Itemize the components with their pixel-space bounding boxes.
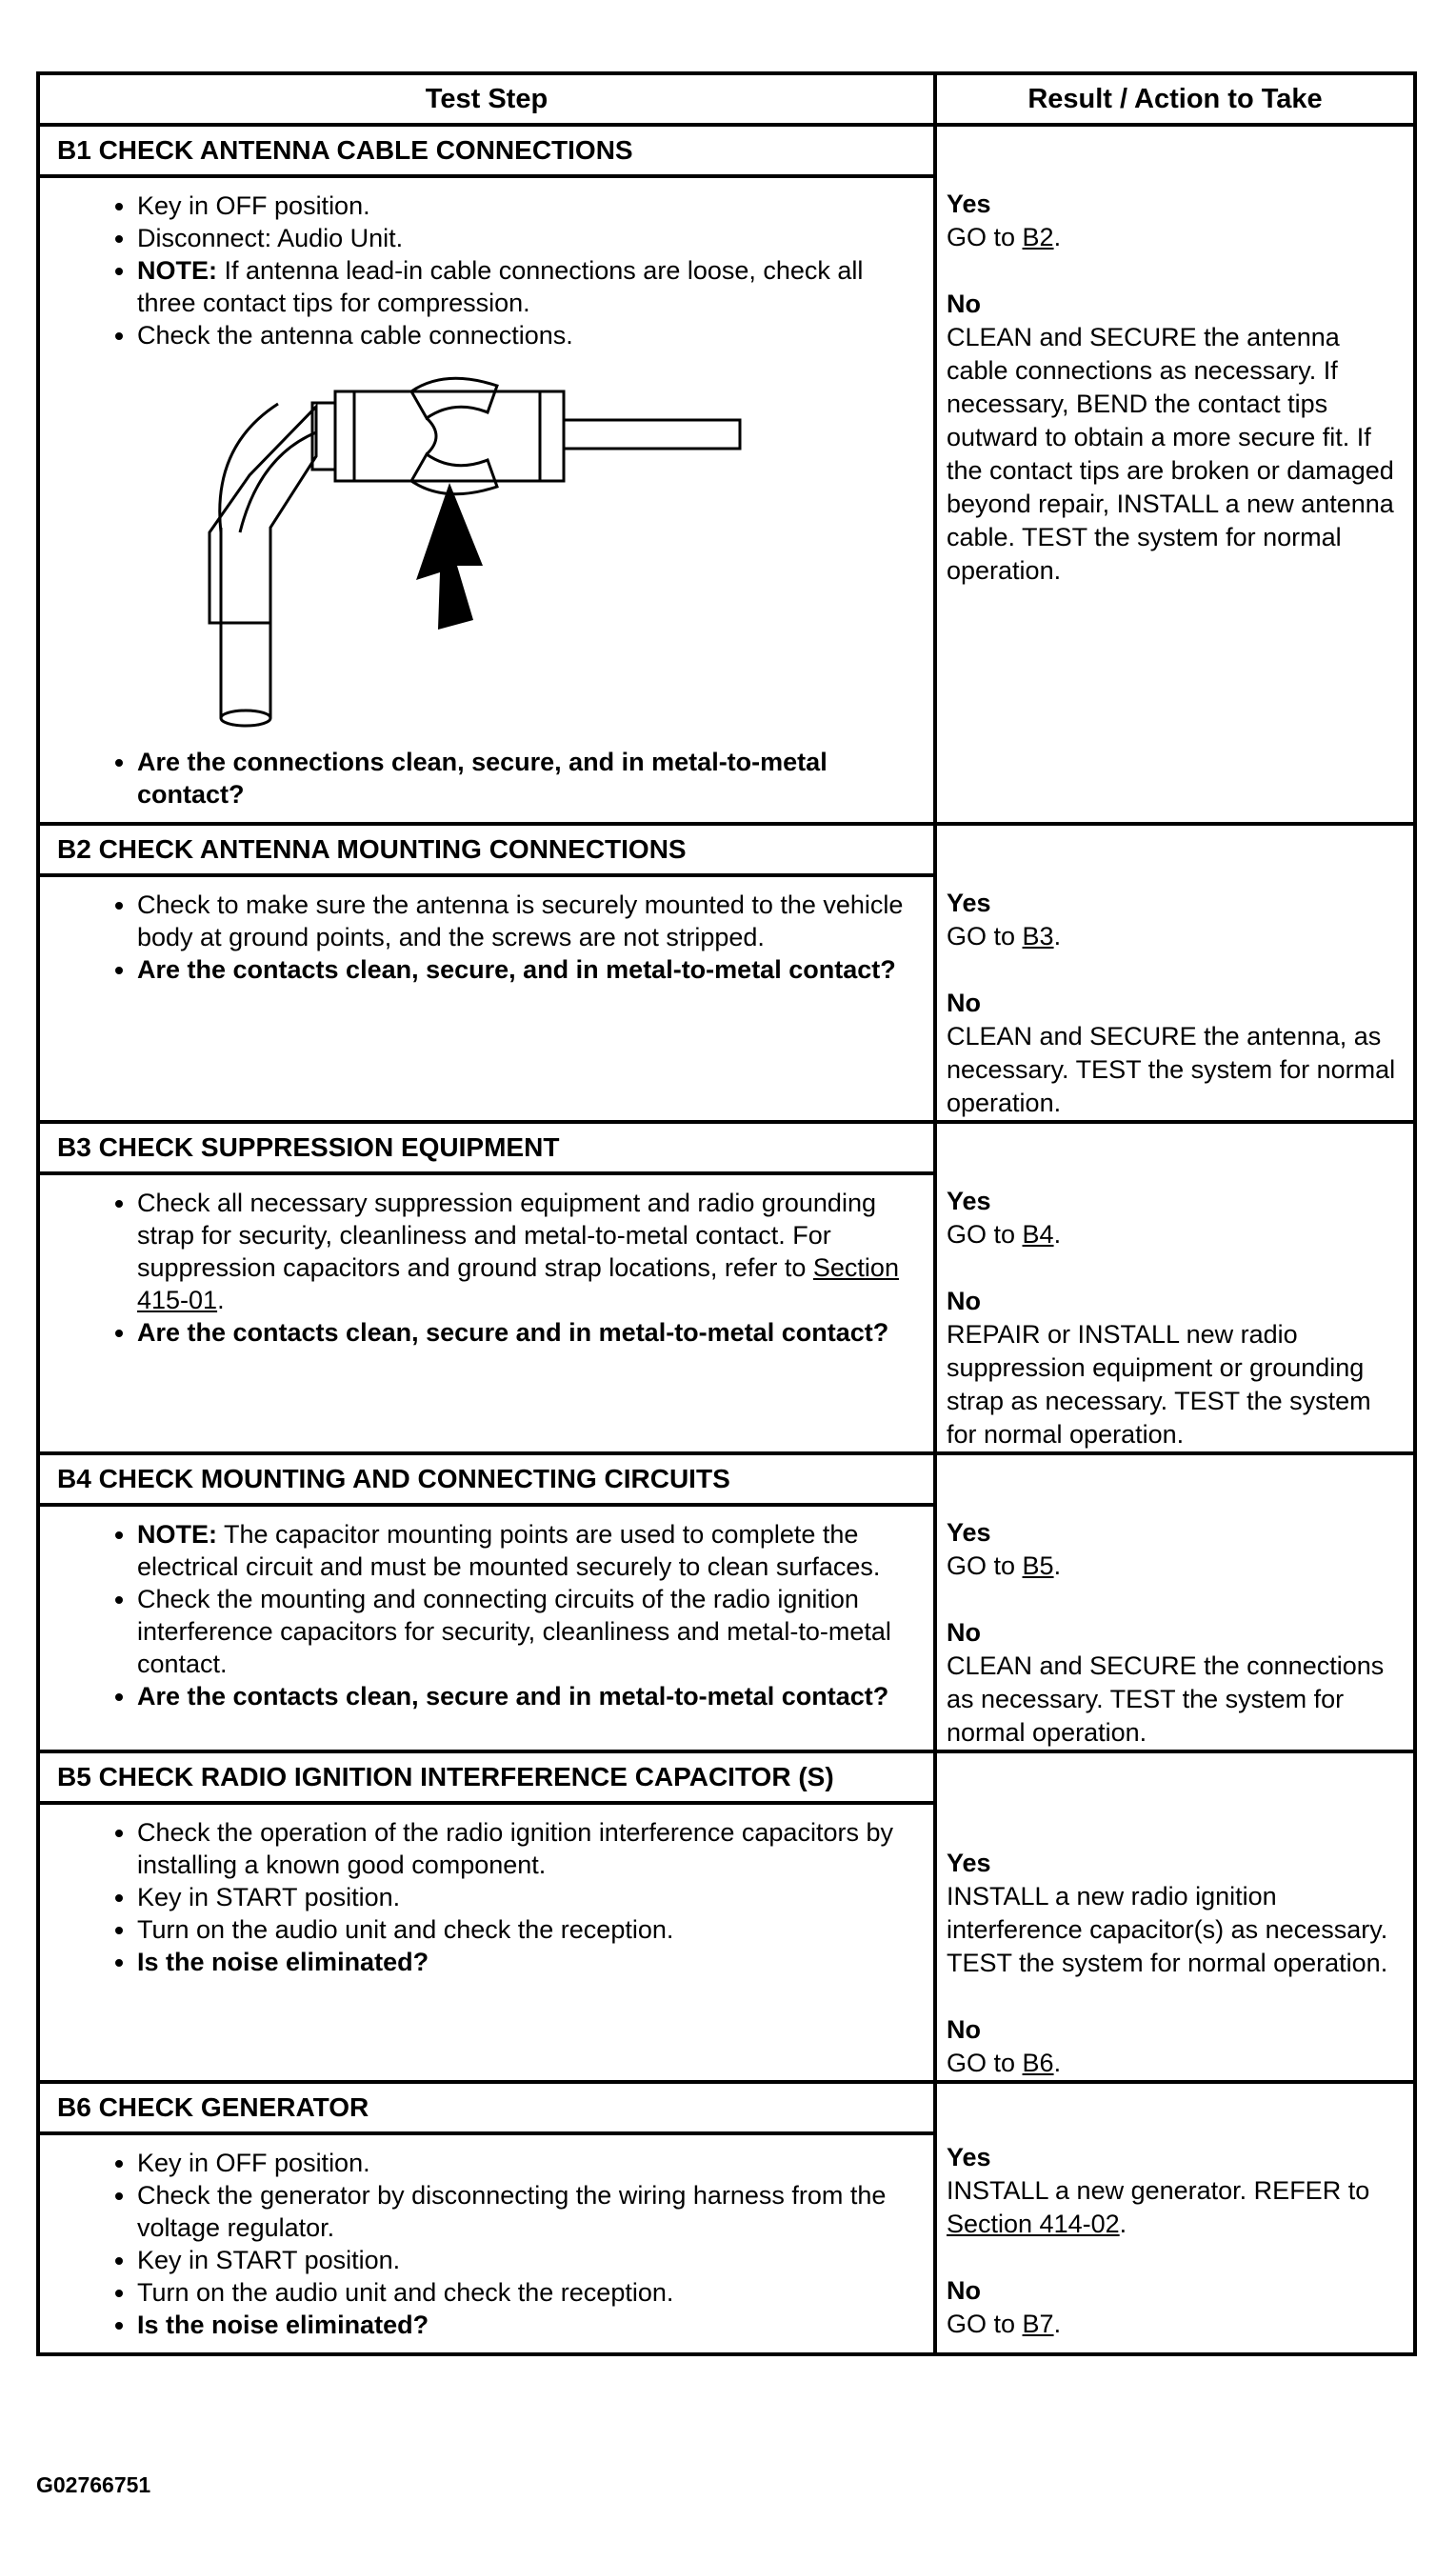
step-title: B3 CHECK SUPPRESSION EQUIPMENT bbox=[40, 1124, 933, 1175]
note-text: The capacitor mounting points are used to complete the electrical circuit and must be mounted securely to clean surfaces. bbox=[137, 1520, 881, 1581]
step-b6-result bbox=[937, 2084, 1413, 2352]
figure-code: G02766751 bbox=[36, 2472, 151, 2497]
yes-label: Yes bbox=[947, 190, 991, 218]
no-label: No bbox=[947, 290, 981, 318]
step-b4 bbox=[40, 1455, 1413, 1753]
result-yes: Yes INSTALL a new generator. REFER to Section 414-02. bbox=[947, 2141, 1404, 2241]
step-b3-result bbox=[937, 1124, 1413, 1451]
step-b6 bbox=[40, 2084, 1413, 2352]
step-question: • Are the contacts clean, secure, and in metal-to-metal contact? bbox=[137, 953, 924, 986]
no-text: GO to bbox=[947, 2049, 1023, 2077]
goto-link-b4[interactable]: B4 bbox=[1022, 1220, 1054, 1249]
step-b1-test bbox=[40, 127, 937, 822]
step-items bbox=[40, 1805, 933, 2078]
step-items bbox=[40, 877, 933, 1052]
table-header bbox=[40, 75, 1413, 127]
yes-label: Yes bbox=[947, 889, 991, 917]
yes-text: INSTALL a new generator. REFER to bbox=[947, 2176, 1370, 2205]
step-item: • Turn on the audio unit and check the reception. bbox=[137, 2276, 924, 2309]
step-item: • Check to make sure the antenna is securely mounted to the vehicle body at ground points, and the screws are not stripped. bbox=[137, 889, 924, 953]
yes-label: Yes bbox=[947, 1849, 991, 1877]
step-b5 bbox=[40, 1753, 1413, 2084]
step-b1 bbox=[40, 127, 1413, 826]
goto-link-b6[interactable]: B6 bbox=[1022, 2049, 1054, 2077]
result-yes: Yes GO to B3. bbox=[947, 887, 1404, 953]
result-yes: Yes GO to B4. bbox=[947, 1185, 1404, 1251]
no-label: No bbox=[947, 2276, 981, 2305]
no-label: No bbox=[947, 1618, 981, 1647]
step-item: • Check the mounting and connecting circuits of the radio ignition interference capacitors for security, cleanliness and metal-to-metal contact. bbox=[137, 1583, 924, 1680]
step-item: • Key in START position. bbox=[137, 2244, 924, 2276]
arrow-icon bbox=[416, 483, 483, 630]
no-text: REPAIR or INSTALL new radio suppression equipment or grounding strap as necessary. TEST the system for normal operation. bbox=[947, 1320, 1371, 1449]
result-yes bbox=[947, 1847, 1404, 1980]
step-items bbox=[40, 178, 933, 363]
result-no: No GO to B6. bbox=[947, 2013, 1404, 2080]
yes-text: GO to bbox=[947, 1220, 1023, 1249]
step-b6-test bbox=[40, 2084, 937, 2352]
step-b2-result bbox=[937, 826, 1413, 1120]
step-items bbox=[40, 1507, 933, 1724]
goto-link-b7[interactable]: B7 bbox=[1022, 2310, 1054, 2338]
step-item-text: Check all necessary suppression equipment and radio grounding strap for security, cleanliness and metal-to-metal contact. For suppression capacitors and ground strap locations, refer to bbox=[137, 1189, 876, 1282]
result-no bbox=[947, 987, 1404, 1120]
diagnostic-table bbox=[36, 71, 1417, 2356]
goto-link-b2[interactable]: B2 bbox=[1022, 223, 1054, 251]
step-item: • Check the operation of the radio ignition interference capacitors by installing a known good component. bbox=[137, 1816, 924, 1881]
result-no bbox=[947, 288, 1404, 588]
yes-text: GO to bbox=[947, 223, 1023, 251]
step-item: • Turn on the audio unit and check the reception. bbox=[137, 1913, 924, 1946]
step-title: B6 CHECK GENERATOR bbox=[40, 2084, 933, 2135]
header-test-step: Test Step bbox=[40, 75, 937, 123]
step-item bbox=[137, 254, 924, 319]
no-text: GO to bbox=[947, 2310, 1023, 2338]
step-b3 bbox=[40, 1124, 1413, 1455]
antenna-connector-illustration bbox=[202, 370, 773, 732]
result-no: No GO to B7. bbox=[947, 2274, 1404, 2341]
step-item bbox=[137, 1518, 924, 1583]
yes-label: Yes bbox=[947, 1518, 991, 1547]
step-b2 bbox=[40, 826, 1413, 1124]
yes-label: Yes bbox=[947, 1187, 991, 1215]
step-b2-test bbox=[40, 826, 937, 1120]
note-label: NOTE: bbox=[137, 256, 217, 285]
yes-text: INSTALL a new radio ignition interference capacitor(s) as necessary. TEST the system for normal operation. bbox=[947, 1882, 1388, 1977]
section-link-414-02[interactable]: Section 414-02 bbox=[947, 2210, 1120, 2238]
step-title: B4 CHECK MOUNTING AND CONNECTING CIRCUITS bbox=[40, 1455, 933, 1507]
note-text: If antenna lead-in cable connections are loose, check all three contact tips for compression. bbox=[137, 256, 864, 317]
result-no bbox=[947, 1616, 1404, 1750]
step-item: • Key in OFF position. bbox=[137, 190, 924, 222]
step-b5-result bbox=[937, 1753, 1413, 2080]
yes-text: GO to bbox=[947, 922, 1023, 950]
step-items bbox=[40, 2135, 933, 2352]
no-text: CLEAN and SECURE the connections as necessary. TEST the system for normal operation. bbox=[947, 1651, 1385, 1747]
step-item: • Check all necessary suppression equipment and radio grounding strap for security, cleanliness and metal-to-metal contact. For suppression capacitors and ground strap locations, refer to Section 415-01. bbox=[137, 1187, 924, 1316]
yes-label: Yes bbox=[947, 2143, 991, 2171]
step-question: • Are the connections clean, secure, and in metal-to-metal contact? bbox=[137, 746, 924, 810]
step-items bbox=[40, 746, 933, 822]
step-question: • Are the contacts clean, secure and in metal-to-metal contact? bbox=[137, 1680, 924, 1712]
note-label: NOTE: bbox=[137, 1520, 217, 1549]
goto-link-b3[interactable]: B3 bbox=[1022, 922, 1054, 950]
step-question: • Are the contacts clean, secure and in metal-to-metal contact? bbox=[137, 1316, 924, 1349]
step-item: • Disconnect: Audio Unit. bbox=[137, 222, 924, 254]
step-title: B5 CHECK RADIO IGNITION INTERFERENCE CAPACITOR (S) bbox=[40, 1753, 933, 1805]
step-question: • Is the noise eliminated? bbox=[137, 1946, 924, 1978]
result-yes: Yes GO to B2. bbox=[947, 188, 1404, 254]
step-b3-test bbox=[40, 1124, 937, 1451]
step-b5-test bbox=[40, 1753, 937, 2080]
step-item: • Check the generator by disconnecting the wiring harness from the voltage regulator. bbox=[137, 2179, 924, 2244]
step-b4-result bbox=[937, 1455, 1413, 1750]
no-label: No bbox=[947, 2015, 981, 2044]
step-item: • Key in START position. bbox=[137, 1881, 924, 1913]
header-result-action: Result / Action to Take bbox=[1027, 83, 1323, 114]
result-no bbox=[947, 1285, 1404, 1451]
step-b1-result bbox=[937, 127, 1413, 822]
step-item: • Key in OFF position. bbox=[137, 2147, 924, 2179]
result-yes: Yes GO to B5. bbox=[947, 1516, 1404, 1583]
goto-link-b5[interactable]: B5 bbox=[1022, 1551, 1054, 1580]
no-text: CLEAN and SECURE the antenna, as necessary. TEST the system for normal operation. bbox=[947, 1022, 1396, 1117]
step-question: • Is the noise eliminated? bbox=[137, 2309, 924, 2341]
no-text: CLEAN and SECURE the antenna cable connections as necessary. If necessary, BEND the contact tips outward to obtain a more secure fit. If the contact tips are broken or damaged beyond repair, INSTALL a new antenna cable. TEST the system for normal operation. bbox=[947, 323, 1394, 585]
step-title: B2 CHECK ANTENNA MOUNTING CONNECTIONS bbox=[40, 826, 933, 877]
no-label: No bbox=[947, 1287, 981, 1315]
no-label: No bbox=[947, 989, 981, 1017]
step-title: B1 CHECK ANTENNA CABLE CONNECTIONS bbox=[40, 127, 933, 178]
section-link-415-01[interactable]: Section 415-01 bbox=[137, 1253, 899, 1314]
yes-text: GO to bbox=[947, 1551, 1023, 1580]
step-item: • Check the antenna cable connections. bbox=[137, 319, 924, 351]
step-b4-test bbox=[40, 1455, 937, 1750]
step-items bbox=[40, 1175, 933, 1444]
